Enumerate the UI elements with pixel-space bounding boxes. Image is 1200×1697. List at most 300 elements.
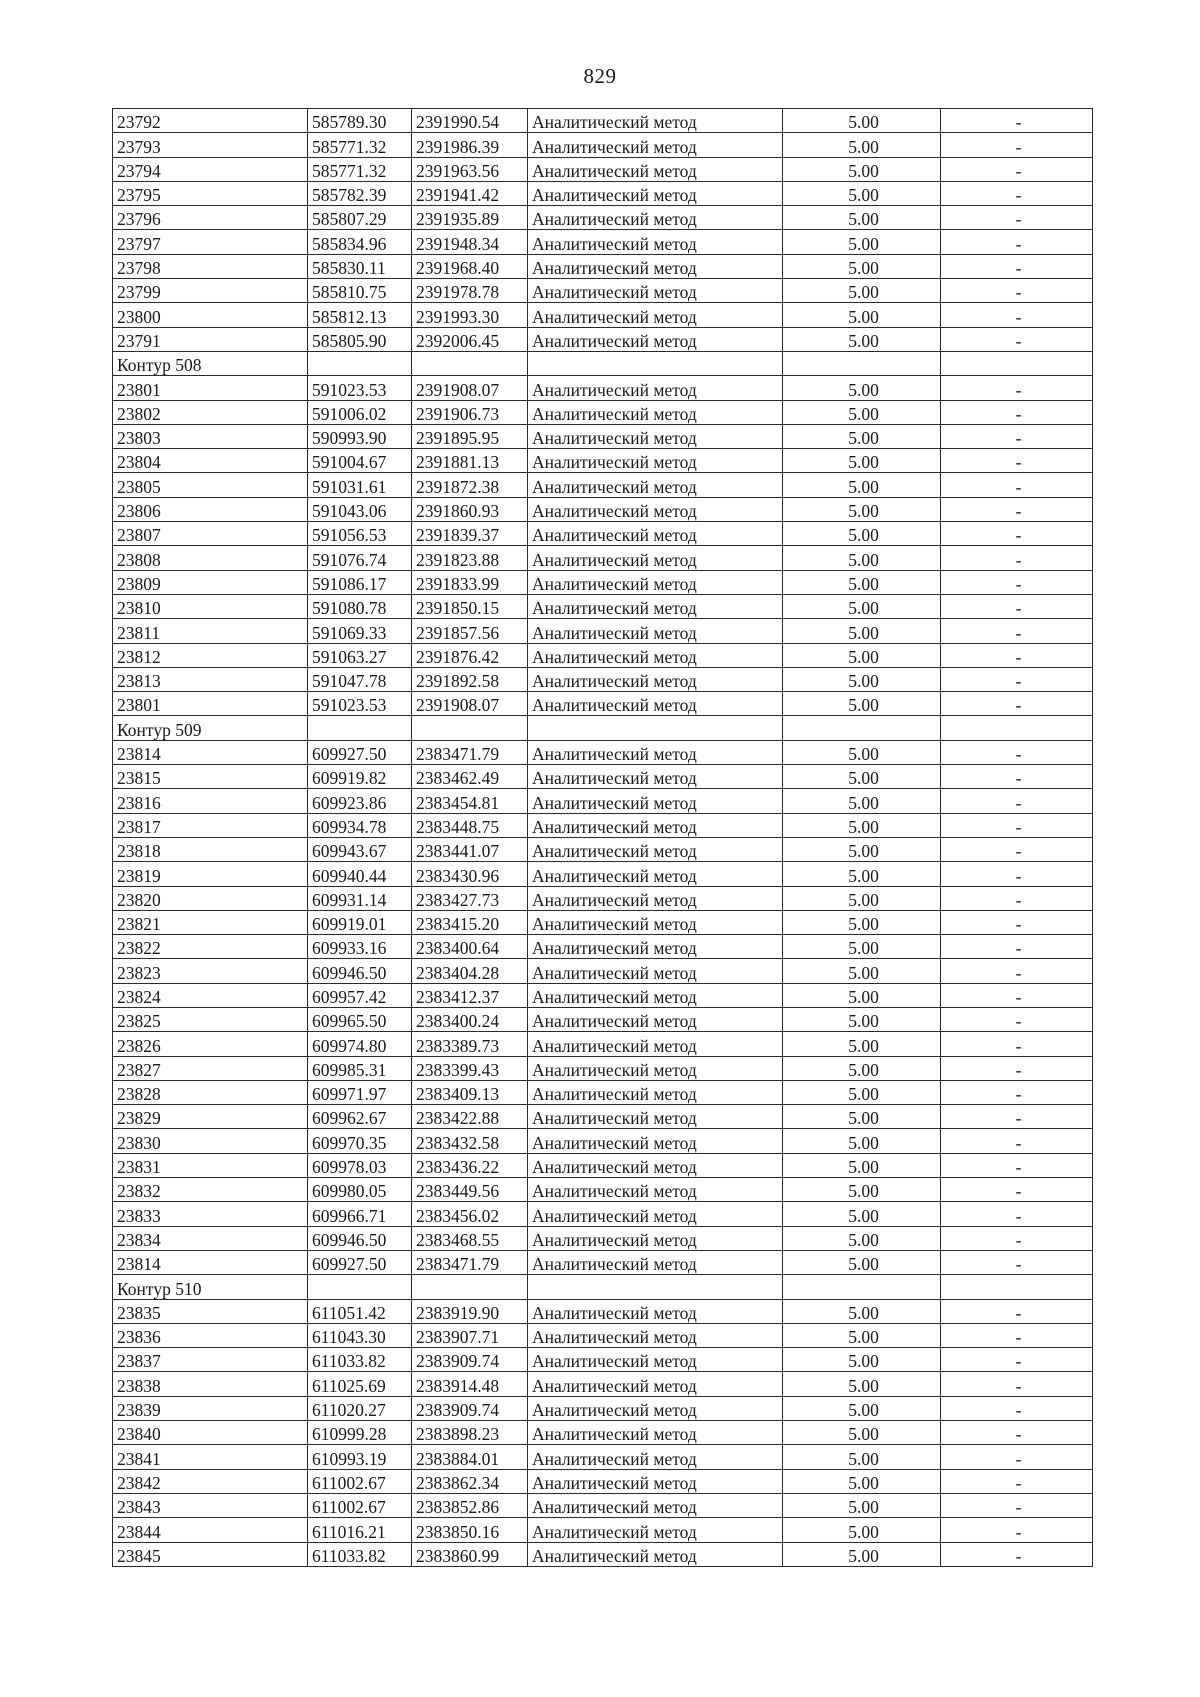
x-coordinate-cell: 609927.50	[308, 740, 412, 764]
y-coordinate-cell: 2383400.24	[412, 1007, 528, 1031]
y-coordinate-cell: 2391908.07	[412, 376, 528, 400]
point-number-cell: 23836	[113, 1323, 308, 1347]
table-row	[113, 1250, 1093, 1274]
x-coordinate-cell: 609966.71	[308, 1202, 412, 1226]
error-cell: 5.00	[783, 449, 941, 473]
y-coordinate-cell: 2383898.23	[412, 1421, 528, 1445]
error-cell: 5.00	[783, 1129, 941, 1153]
point-number-cell: 23826	[113, 1032, 308, 1056]
table-row	[113, 667, 1093, 691]
x-coordinate-cell: 591023.53	[308, 376, 412, 400]
method-cell: Аналитический метод	[528, 497, 783, 521]
y-coordinate-cell: 2383389.73	[412, 1032, 528, 1056]
x-coordinate-cell: 591086.17	[308, 570, 412, 594]
table-row	[113, 1007, 1093, 1031]
contour-label: Контур 508	[113, 351, 308, 375]
error-cell: 5.00	[783, 570, 941, 594]
point-number-cell: 23843	[113, 1493, 308, 1517]
method-cell: Аналитический метод	[528, 303, 783, 327]
point-number-cell: 23800	[113, 303, 308, 327]
table-row	[113, 230, 1093, 254]
empty-cell	[412, 351, 528, 375]
x-coordinate-cell: 591080.78	[308, 594, 412, 618]
error-cell: 5.00	[783, 157, 941, 181]
error-cell: 5.00	[783, 1056, 941, 1080]
point-number-cell: 23841	[113, 1445, 308, 1469]
table-row	[113, 594, 1093, 618]
method-cell: Аналитический метод	[528, 522, 783, 546]
method-cell: Аналитический метод	[528, 449, 783, 473]
note-cell: -	[941, 789, 1093, 813]
table-row	[113, 1542, 1093, 1566]
x-coordinate-cell: 585830.11	[308, 254, 412, 278]
method-cell: Аналитический метод	[528, 1299, 783, 1323]
note-cell: -	[941, 1323, 1093, 1347]
note-cell: -	[941, 959, 1093, 983]
table-row	[113, 181, 1093, 205]
x-coordinate-cell: 591069.33	[308, 619, 412, 643]
method-cell: Аналитический метод	[528, 230, 783, 254]
table-row	[113, 1226, 1093, 1250]
table-row	[113, 497, 1093, 521]
point-number-cell: 23811	[113, 619, 308, 643]
note-cell: -	[941, 1493, 1093, 1517]
note-cell: -	[941, 886, 1093, 910]
x-coordinate-cell: 611002.67	[308, 1469, 412, 1493]
y-coordinate-cell: 2383409.13	[412, 1080, 528, 1104]
point-number-cell: 23823	[113, 959, 308, 983]
error-cell: 5.00	[783, 376, 941, 400]
note-cell: -	[941, 1202, 1093, 1226]
point-number-cell: 23795	[113, 181, 308, 205]
error-cell: 5.00	[783, 327, 941, 351]
x-coordinate-cell: 585805.90	[308, 327, 412, 351]
x-coordinate-cell: 609946.50	[308, 959, 412, 983]
y-coordinate-cell: 2383449.56	[412, 1178, 528, 1202]
table-row	[113, 1178, 1093, 1202]
point-number-cell: 23815	[113, 765, 308, 789]
x-coordinate-cell: 591076.74	[308, 546, 412, 570]
note-cell: -	[941, 1178, 1093, 1202]
table-row	[113, 254, 1093, 278]
note-cell: -	[941, 740, 1093, 764]
empty-cell	[528, 1275, 783, 1299]
error-cell: 5.00	[783, 1518, 941, 1542]
error-cell: 5.00	[783, 813, 941, 837]
point-number-cell: 23829	[113, 1105, 308, 1129]
note-cell: -	[941, 570, 1093, 594]
error-cell: 5.00	[783, 303, 941, 327]
table-row	[113, 109, 1093, 133]
method-cell: Аналитический метод	[528, 206, 783, 230]
y-coordinate-cell: 2383404.28	[412, 959, 528, 983]
table-row	[113, 133, 1093, 157]
note-cell: -	[941, 1372, 1093, 1396]
empty-cell	[783, 351, 941, 375]
error-cell: 5.00	[783, 765, 941, 789]
table-row	[113, 765, 1093, 789]
error-cell: 5.00	[783, 1372, 941, 1396]
method-cell: Аналитический метод	[528, 1396, 783, 1420]
note-cell: -	[941, 1056, 1093, 1080]
x-coordinate-cell: 590993.90	[308, 424, 412, 448]
method-cell: Аналитический метод	[528, 813, 783, 837]
y-coordinate-cell: 2383441.07	[412, 837, 528, 861]
error-cell: 5.00	[783, 109, 941, 133]
error-cell: 5.00	[783, 1542, 941, 1566]
y-coordinate-cell: 2391833.99	[412, 570, 528, 594]
x-coordinate-cell: 609971.97	[308, 1080, 412, 1104]
note-cell: -	[941, 667, 1093, 691]
empty-cell	[941, 716, 1093, 740]
y-coordinate-cell: 2383907.71	[412, 1323, 528, 1347]
method-cell: Аналитический метод	[528, 1202, 783, 1226]
y-coordinate-cell: 2391948.34	[412, 230, 528, 254]
y-coordinate-cell: 2383436.22	[412, 1153, 528, 1177]
note-cell: -	[941, 473, 1093, 497]
note-cell: -	[941, 813, 1093, 837]
error-cell: 5.00	[783, 886, 941, 910]
method-cell: Аналитический метод	[528, 765, 783, 789]
method-cell: Аналитический метод	[528, 1518, 783, 1542]
x-coordinate-cell: 611043.30	[308, 1323, 412, 1347]
point-number-cell: 23837	[113, 1348, 308, 1372]
note-cell: -	[941, 230, 1093, 254]
table-row	[113, 424, 1093, 448]
method-cell: Аналитический метод	[528, 1469, 783, 1493]
y-coordinate-cell: 2383914.48	[412, 1372, 528, 1396]
method-cell: Аналитический метод	[528, 837, 783, 861]
note-cell: -	[941, 546, 1093, 570]
table-row	[113, 862, 1093, 886]
y-coordinate-cell: 2383471.79	[412, 740, 528, 764]
y-coordinate-cell: 2391935.89	[412, 206, 528, 230]
point-number-cell: 23822	[113, 935, 308, 959]
x-coordinate-cell: 609957.42	[308, 983, 412, 1007]
y-coordinate-cell: 2391839.37	[412, 522, 528, 546]
x-coordinate-cell: 591031.61	[308, 473, 412, 497]
point-number-cell: 23799	[113, 279, 308, 303]
table-row	[113, 473, 1093, 497]
x-coordinate-cell: 585771.32	[308, 133, 412, 157]
method-cell: Аналитический метод	[528, 1178, 783, 1202]
error-cell: 5.00	[783, 740, 941, 764]
note-cell: -	[941, 1007, 1093, 1031]
note-cell: -	[941, 327, 1093, 351]
table-row	[113, 546, 1093, 570]
x-coordinate-cell: 591023.53	[308, 692, 412, 716]
method-cell: Аналитический метод	[528, 133, 783, 157]
empty-cell	[308, 1275, 412, 1299]
empty-cell	[783, 1275, 941, 1299]
note-cell: -	[941, 400, 1093, 424]
point-number-cell: 23796	[113, 206, 308, 230]
x-coordinate-cell: 609933.16	[308, 935, 412, 959]
note-cell: -	[941, 254, 1093, 278]
contour-header-row	[113, 1275, 1093, 1299]
method-cell: Аналитический метод	[528, 473, 783, 497]
empty-cell	[528, 351, 783, 375]
point-number-cell: 23832	[113, 1178, 308, 1202]
y-coordinate-cell: 2383884.01	[412, 1445, 528, 1469]
point-number-cell: 23808	[113, 546, 308, 570]
table-row	[113, 303, 1093, 327]
table-row	[113, 1421, 1093, 1445]
error-cell: 5.00	[783, 983, 941, 1007]
x-coordinate-cell: 585789.30	[308, 109, 412, 133]
error-cell: 5.00	[783, 424, 941, 448]
y-coordinate-cell: 2383415.20	[412, 910, 528, 934]
note-cell: -	[941, 1299, 1093, 1323]
method-cell: Аналитический метод	[528, 935, 783, 959]
x-coordinate-cell: 611033.82	[308, 1542, 412, 1566]
method-cell: Аналитический метод	[528, 1421, 783, 1445]
error-cell: 5.00	[783, 1105, 941, 1129]
coordinates-table-body	[113, 109, 1093, 1567]
y-coordinate-cell: 2391968.40	[412, 254, 528, 278]
method-cell: Аналитический метод	[528, 424, 783, 448]
y-coordinate-cell: 2391978.78	[412, 279, 528, 303]
y-coordinate-cell: 2383909.74	[412, 1396, 528, 1420]
point-number-cell: 23814	[113, 740, 308, 764]
method-cell: Аналитический метод	[528, 667, 783, 691]
point-number-cell: 23821	[113, 910, 308, 934]
table-row	[113, 837, 1093, 861]
note-cell: -	[941, 424, 1093, 448]
y-coordinate-cell: 2383412.37	[412, 983, 528, 1007]
note-cell: -	[941, 1469, 1093, 1493]
y-coordinate-cell: 2383400.64	[412, 935, 528, 959]
contour-label: Контур 509	[113, 716, 308, 740]
method-cell: Аналитический метод	[528, 1056, 783, 1080]
x-coordinate-cell: 585807.29	[308, 206, 412, 230]
point-number-cell: 23804	[113, 449, 308, 473]
x-coordinate-cell: 609974.80	[308, 1032, 412, 1056]
table-row	[113, 157, 1093, 181]
y-coordinate-cell: 2391857.56	[412, 619, 528, 643]
method-cell: Аналитический метод	[528, 643, 783, 667]
x-coordinate-cell: 611016.21	[308, 1518, 412, 1542]
table-row	[113, 206, 1093, 230]
method-cell: Аналитический метод	[528, 546, 783, 570]
point-number-cell: 23806	[113, 497, 308, 521]
note-cell: -	[941, 206, 1093, 230]
error-cell: 5.00	[783, 1469, 941, 1493]
y-coordinate-cell: 2383471.79	[412, 1250, 528, 1274]
error-cell: 5.00	[783, 546, 941, 570]
point-number-cell: 23807	[113, 522, 308, 546]
y-coordinate-cell: 2391993.30	[412, 303, 528, 327]
table-row	[113, 1080, 1093, 1104]
note-cell: -	[941, 497, 1093, 521]
method-cell: Аналитический метод	[528, 862, 783, 886]
error-cell: 5.00	[783, 1226, 941, 1250]
method-cell: Аналитический метод	[528, 570, 783, 594]
x-coordinate-cell: 609923.86	[308, 789, 412, 813]
error-cell: 5.00	[783, 1445, 941, 1469]
empty-cell	[308, 716, 412, 740]
error-cell: 5.00	[783, 473, 941, 497]
point-number-cell: 23791	[113, 327, 308, 351]
y-coordinate-cell: 2391860.93	[412, 497, 528, 521]
y-coordinate-cell: 2391872.38	[412, 473, 528, 497]
error-cell: 5.00	[783, 643, 941, 667]
point-number-cell: 23818	[113, 837, 308, 861]
y-coordinate-cell: 2383909.74	[412, 1348, 528, 1372]
error-cell: 5.00	[783, 837, 941, 861]
y-coordinate-cell: 2383448.75	[412, 813, 528, 837]
point-number-cell: 23834	[113, 1226, 308, 1250]
note-cell: -	[941, 1250, 1093, 1274]
x-coordinate-cell: 611051.42	[308, 1299, 412, 1323]
y-coordinate-cell: 2383860.99	[412, 1542, 528, 1566]
contour-label: Контур 510	[113, 1275, 308, 1299]
point-number-cell: 23824	[113, 983, 308, 1007]
error-cell: 5.00	[783, 522, 941, 546]
note-cell: -	[941, 376, 1093, 400]
note-cell: -	[941, 1105, 1093, 1129]
method-cell: Аналитический метод	[528, 1226, 783, 1250]
note-cell: -	[941, 1348, 1093, 1372]
table-row	[113, 1153, 1093, 1177]
y-coordinate-cell: 2391892.58	[412, 667, 528, 691]
note-cell: -	[941, 619, 1093, 643]
error-cell: 5.00	[783, 133, 941, 157]
x-coordinate-cell: 609946.50	[308, 1226, 412, 1250]
note-cell: -	[941, 837, 1093, 861]
table-row	[113, 1469, 1093, 1493]
x-coordinate-cell: 611002.67	[308, 1493, 412, 1517]
y-coordinate-cell: 2391881.13	[412, 449, 528, 473]
error-cell: 5.00	[783, 959, 941, 983]
point-number-cell: 23840	[113, 1421, 308, 1445]
table-row	[113, 1105, 1093, 1129]
method-cell: Аналитический метод	[528, 886, 783, 910]
y-coordinate-cell: 2383456.02	[412, 1202, 528, 1226]
y-coordinate-cell: 2383427.73	[412, 886, 528, 910]
method-cell: Аналитический метод	[528, 157, 783, 181]
table-row	[113, 619, 1093, 643]
method-cell: Аналитический метод	[528, 1542, 783, 1566]
y-coordinate-cell: 2383468.55	[412, 1226, 528, 1250]
error-cell: 5.00	[783, 1493, 941, 1517]
y-coordinate-cell: 2383462.49	[412, 765, 528, 789]
x-coordinate-cell: 609978.03	[308, 1153, 412, 1177]
error-cell: 5.00	[783, 1323, 941, 1347]
x-coordinate-cell: 609931.14	[308, 886, 412, 910]
x-coordinate-cell: 609940.44	[308, 862, 412, 886]
method-cell: Аналитический метод	[528, 1348, 783, 1372]
point-number-cell: 23801	[113, 376, 308, 400]
point-number-cell: 23845	[113, 1542, 308, 1566]
error-cell: 5.00	[783, 594, 941, 618]
point-number-cell: 23793	[113, 133, 308, 157]
y-coordinate-cell: 2391908.07	[412, 692, 528, 716]
y-coordinate-cell: 2391990.54	[412, 109, 528, 133]
x-coordinate-cell: 591004.67	[308, 449, 412, 473]
point-number-cell: 23839	[113, 1396, 308, 1420]
x-coordinate-cell: 609980.05	[308, 1178, 412, 1202]
x-coordinate-cell: 609919.01	[308, 910, 412, 934]
note-cell: -	[941, 862, 1093, 886]
y-coordinate-cell: 2383850.16	[412, 1518, 528, 1542]
x-coordinate-cell: 609927.50	[308, 1250, 412, 1274]
note-cell: -	[941, 910, 1093, 934]
method-cell: Аналитический метод	[528, 1032, 783, 1056]
point-number-cell: 23801	[113, 692, 308, 716]
error-cell: 5.00	[783, 1202, 941, 1226]
note-cell: -	[941, 692, 1093, 716]
x-coordinate-cell: 585834.96	[308, 230, 412, 254]
method-cell: Аналитический метод	[528, 181, 783, 205]
point-number-cell: 23828	[113, 1080, 308, 1104]
note-cell: -	[941, 522, 1093, 546]
x-coordinate-cell: 585812.13	[308, 303, 412, 327]
x-coordinate-cell: 609934.78	[308, 813, 412, 837]
y-coordinate-cell: 2391823.88	[412, 546, 528, 570]
y-coordinate-cell: 2391986.39	[412, 133, 528, 157]
x-coordinate-cell: 591056.53	[308, 522, 412, 546]
error-cell: 5.00	[783, 619, 941, 643]
point-number-cell: 23809	[113, 570, 308, 594]
table-row	[113, 886, 1093, 910]
empty-cell	[783, 716, 941, 740]
note-cell: -	[941, 157, 1093, 181]
note-cell: -	[941, 1226, 1093, 1250]
table-row	[113, 983, 1093, 1007]
table-row	[113, 1396, 1093, 1420]
note-cell: -	[941, 935, 1093, 959]
note-cell: -	[941, 449, 1093, 473]
table-row	[113, 279, 1093, 303]
note-cell: -	[941, 1129, 1093, 1153]
error-cell: 5.00	[783, 1007, 941, 1031]
coordinates-table	[112, 108, 1093, 1567]
method-cell: Аналитический метод	[528, 619, 783, 643]
table-row	[113, 1299, 1093, 1323]
table-row	[113, 813, 1093, 837]
note-cell: -	[941, 109, 1093, 133]
method-cell: Аналитический метод	[528, 594, 783, 618]
error-cell: 5.00	[783, 1299, 941, 1323]
table-row	[113, 1445, 1093, 1469]
note-cell: -	[941, 279, 1093, 303]
y-coordinate-cell: 2383430.96	[412, 862, 528, 886]
point-number-cell: 23830	[113, 1129, 308, 1153]
table-row	[113, 376, 1093, 400]
empty-cell	[412, 716, 528, 740]
table-row	[113, 1323, 1093, 1347]
point-number-cell: 23803	[113, 424, 308, 448]
table-row	[113, 789, 1093, 813]
error-cell: 5.00	[783, 1080, 941, 1104]
method-cell: Аналитический метод	[528, 254, 783, 278]
table-row	[113, 1493, 1093, 1517]
note-cell: -	[941, 1421, 1093, 1445]
method-cell: Аналитический метод	[528, 1323, 783, 1347]
y-coordinate-cell: 2391876.42	[412, 643, 528, 667]
note-cell: -	[941, 303, 1093, 327]
error-cell: 5.00	[783, 181, 941, 205]
error-cell: 5.00	[783, 1348, 941, 1372]
error-cell: 5.00	[783, 400, 941, 424]
table-row	[113, 1518, 1093, 1542]
table-row	[113, 1372, 1093, 1396]
error-cell: 5.00	[783, 206, 941, 230]
method-cell: Аналитический метод	[528, 1105, 783, 1129]
note-cell: -	[941, 1518, 1093, 1542]
method-cell: Аналитический метод	[528, 109, 783, 133]
